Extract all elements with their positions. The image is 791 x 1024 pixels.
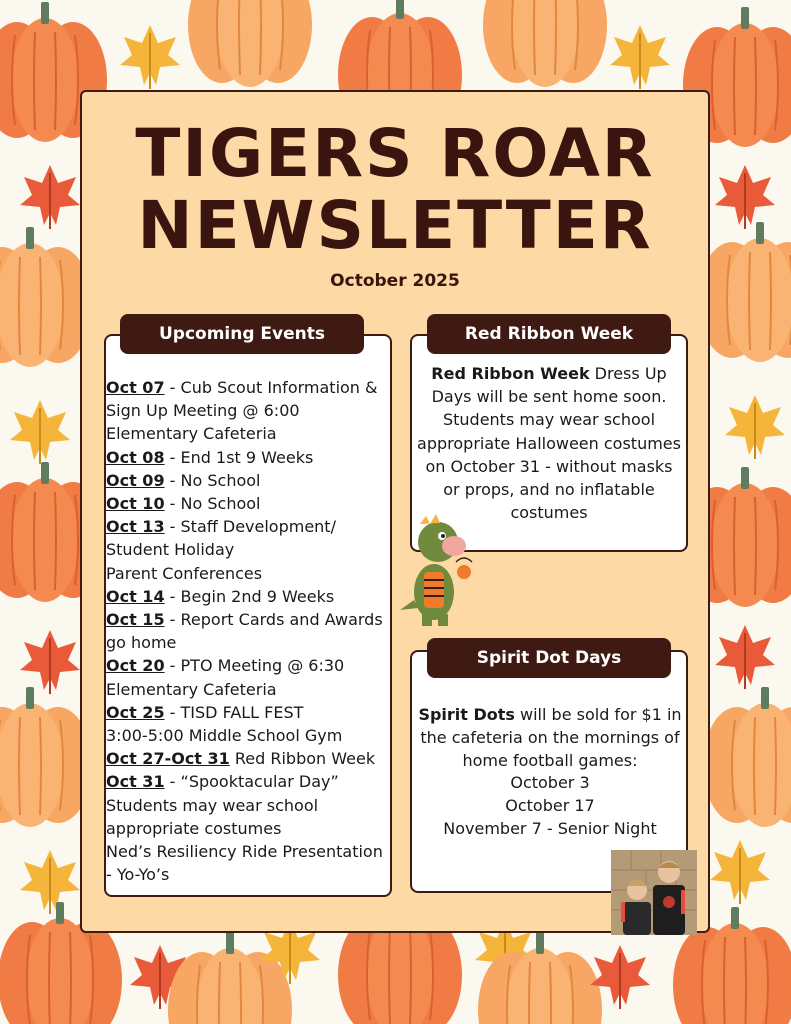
event-text: - PTO Meeting @ 6:30	[164, 656, 345, 676]
title-line-2: NEWSLETTER	[137, 187, 653, 264]
event-line	[106, 770, 396, 793]
event-line	[106, 747, 396, 770]
event-text: Student Holiday	[106, 540, 235, 560]
event-date: Oct 14	[106, 586, 165, 606]
event-text: - “Spooktacular Day”	[164, 772, 339, 792]
red-ribbon-header: Red Ribbon Week	[427, 314, 671, 354]
upcoming-events-list	[106, 376, 396, 886]
event-line	[106, 399, 396, 422]
event-text: Elementary Cafeteria	[106, 679, 277, 699]
event-line	[106, 794, 396, 817]
event-line	[106, 631, 396, 654]
event-line	[106, 585, 396, 608]
event-text: 3:00-5:00 Middle School Gym	[106, 726, 343, 746]
event-text: Elementary Cafeteria	[106, 424, 277, 444]
event-line	[106, 515, 396, 538]
event-line	[106, 492, 396, 515]
event-line	[106, 562, 396, 585]
event-text: - Yo-Yo’s	[106, 865, 170, 885]
newsletter-date: October 2025	[330, 271, 460, 291]
event-line	[106, 376, 396, 399]
spirit-dot-dates	[412, 771, 688, 841]
event-date: Oct 20	[106, 656, 165, 676]
spirit-date-3: November 7 - Senior Night	[443, 819, 657, 839]
upcoming-events-header: Upcoming Events	[120, 314, 364, 354]
event-date: Oct 27-Oct 31	[106, 749, 230, 769]
event-text: Sign Up Meeting @ 6:00	[106, 401, 300, 421]
event-line	[106, 422, 396, 445]
event-date: Oct 10	[106, 494, 165, 514]
spirit-dot-bold: Spirit Dots	[418, 705, 515, 724]
event-line	[106, 654, 396, 677]
event-date: Oct 25	[106, 702, 165, 722]
event-text: Ned’s Resiliency Ride Presentation	[106, 842, 383, 862]
event-line	[106, 724, 396, 747]
event-date: Oct 07	[106, 378, 165, 397]
event-line	[106, 817, 396, 840]
event-text: appropriate costumes	[106, 818, 282, 838]
event-date: Oct 13	[106, 517, 165, 537]
event-line	[106, 840, 396, 863]
event-text: Students may wear school	[106, 795, 319, 815]
event-line	[106, 701, 396, 724]
event-line	[106, 538, 396, 561]
event-text: Red Ribbon Week	[229, 749, 376, 769]
event-text: - TISD FALL FEST	[164, 702, 304, 722]
spirit-date-1: October 3	[510, 773, 590, 792]
spirit-dot-body: will be sold for $1 in the cafeteria on the mornings of home football games:	[420, 705, 682, 771]
event-text: - No School	[164, 470, 261, 490]
spirit-dot-header: Spirit Dot Days	[427, 638, 671, 678]
event-line	[106, 469, 396, 492]
event-text: - Staff Development/	[164, 517, 336, 537]
title-line-1: TIGERS ROAR	[135, 115, 655, 192]
dinosaur-illustration	[398, 510, 478, 628]
event-date: Oct 09	[106, 470, 165, 490]
event-date: Oct 08	[106, 447, 165, 467]
spirit-date-2: October 17	[505, 796, 595, 816]
event-text: - Report Cards and Awards	[164, 610, 383, 630]
students-photo	[611, 850, 697, 935]
event-line	[106, 678, 396, 701]
red-ribbon-body: Dress Up Days will be sent home soon. Students may wear school appropriate Halloween costumes on October 31 - without masks or props, and no inflatable costumes	[417, 364, 681, 523]
event-text: - Begin 2nd 9 Weeks	[164, 586, 335, 606]
event-text: Parent Conferences	[106, 563, 263, 583]
event-date: Oct 31	[106, 772, 165, 792]
event-line	[106, 446, 396, 469]
event-line	[106, 863, 396, 886]
event-text: - No School	[164, 494, 261, 514]
event-text: go home	[106, 633, 177, 653]
event-text: - Cub Scout Information &	[164, 378, 378, 397]
red-ribbon-bold: Red Ribbon Week	[431, 364, 590, 383]
spirit-dot-text	[412, 703, 688, 773]
red-ribbon-text	[416, 362, 682, 524]
event-text: - End 1st 9 Weeks	[164, 447, 314, 467]
event-line	[106, 608, 396, 631]
event-date: Oct 15	[106, 610, 165, 630]
